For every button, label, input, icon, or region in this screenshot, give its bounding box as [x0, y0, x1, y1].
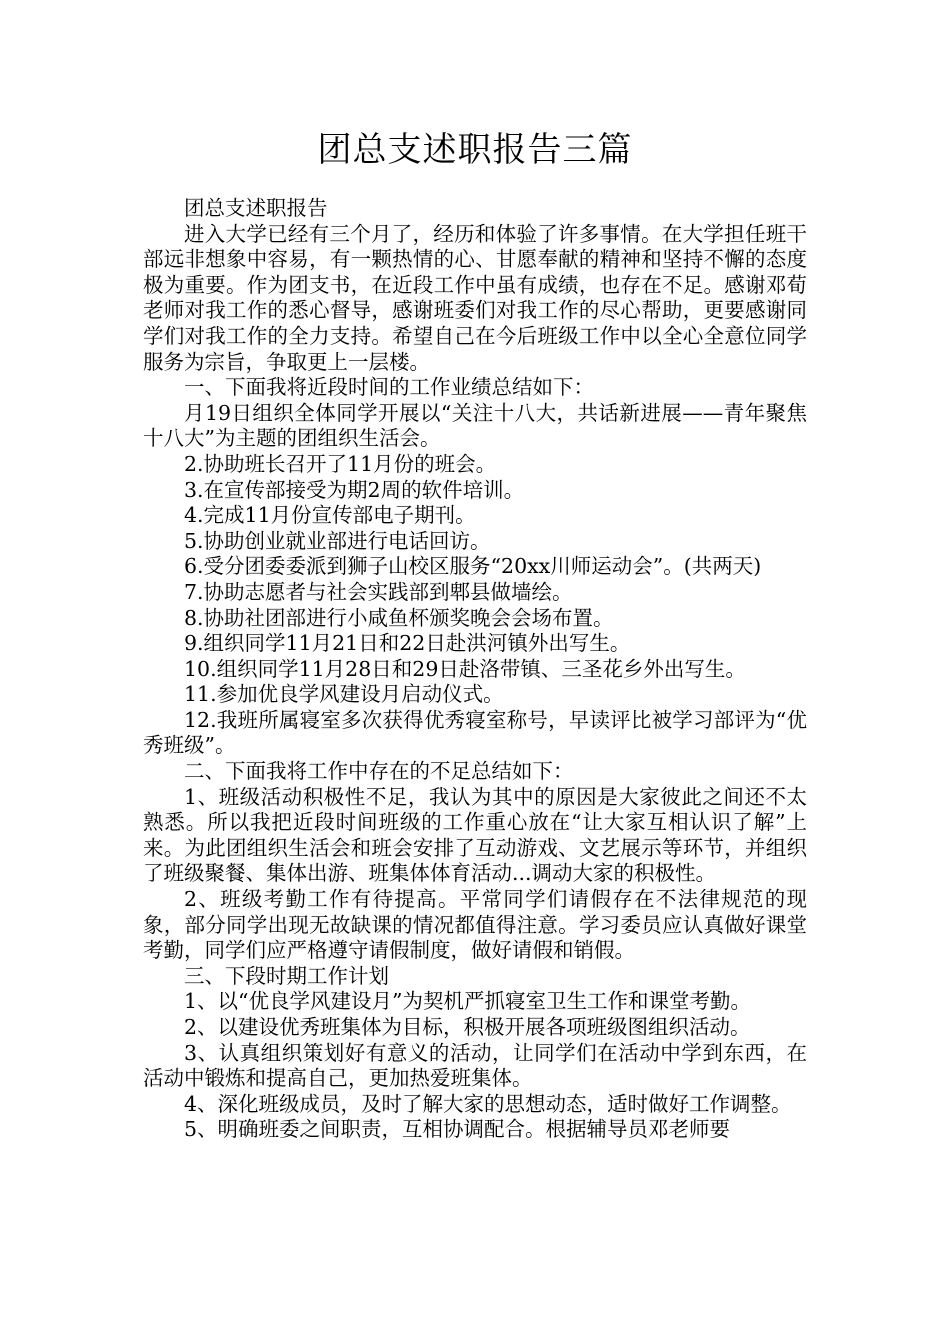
document-body — [143, 196, 807, 1143]
list-item: 2、班级考勤工作有待提高。平常同学们请假存在不法律规范的现象，部分同学出现无故缺课的情况都值得注意。学习委员应认真做好课堂考勤，同学们应严格遵守请假制度，做好请假和销假。 — [143, 887, 807, 963]
list-item: 10.组织同学11月28日和29日赴洛带镇、三圣花乡外出写生。 — [184, 656, 746, 681]
section-heading: 三、下段时期工作计划 — [184, 963, 389, 988]
list-item: 2.协助班长召开了11月份的班会。 — [184, 451, 497, 476]
list-item: 3.在宣传部接受为期2周的软件培训。 — [184, 477, 525, 502]
list-item: 5、明确班委之间职责，互相协调配合。根据辅导员邓老师要 — [184, 1117, 731, 1142]
list-item: 12.我班所属寝室多次获得优秀寝室称号，早读评比被学习部评为“优秀班级”。 — [143, 707, 807, 758]
list-item: 9.组织同学11月21日和22日赴洪河镇外出写生。 — [184, 631, 631, 656]
list-item: 1、以“优良学风建设月”为契机严抓寝室卫生工作和课堂考勤。 — [184, 989, 752, 1014]
paragraph: 进入大学已经有三个月了，经历和体验了许多事情。在大学担任班干部远非想象中容易，有一颗热情的心、甘愿奉献的精神和坚持不懈的态度极为重要。作为团支书，在近段工作中虽有成绩，也存在不足。感谢邓荀老师对我工作的悉心督导，感谢班委们对我工作的尽心帮助，更要感谢同学们对我工作的全力支持。希望自己在今后班级工作中以全心全意位同学服务为宗旨，争取更上一层楼。 — [143, 221, 807, 374]
list-item: 1、班级活动积极性不足，我认为其中的原因是大家彼此之间还不太熟悉。所以我把近段时间班级的工作重心放在“让大家互相认识了解”上来。为此团组织生活会和班会安排了互动游戏、文艺展示等环节，并组织了班级聚餐、集体出游、班集体体育活动...调动大家的积极性。 — [143, 784, 807, 886]
list-item: 8.协助社团部进行小咸鱼杯颁奖晚会会场布置。 — [184, 605, 614, 630]
list-item: 7.协助志愿者与社会实践部到郫县做墙绘。 — [184, 579, 573, 604]
list-item: 4.完成11月份宣传部电子期刊。 — [184, 503, 476, 528]
list-item: 2、以建设优秀班集体为目标，积极开展各项班级图组织活动。 — [184, 1015, 751, 1039]
section-heading: 二、下面我将工作中存在的不足总结如下： — [184, 759, 574, 784]
list-item: 4、深化班级成员，及时了解大家的思想动态，适时做好工作调整。 — [184, 1091, 792, 1116]
document-title: 团总支述职报告三篇 — [317, 130, 633, 170]
list-item: 月19日组织全体同学开展以“关注十八大，共话新进展——青年聚焦十八大”为主题的团组织生活会。 — [143, 400, 807, 451]
list-item: 3、认真组织策划好有意义的活动，让同学们在活动中学到东西，在活动中锻炼和提高自己，更加热爱班集体。 — [143, 1040, 807, 1091]
list-item: 11.参加优良学风建设月启动仪式。 — [184, 682, 504, 707]
list-item: 5.协助创业就业部进行电话回访。 — [184, 528, 491, 553]
section-heading: 团总支述职报告 — [184, 196, 328, 220]
section-heading: 一、下面我将近段时间的工作业绩总结如下： — [184, 375, 594, 400]
list-item: 6.受分团委委派到狮子山校区服务“20xx川师运动会”。(共两天) — [184, 554, 762, 579]
